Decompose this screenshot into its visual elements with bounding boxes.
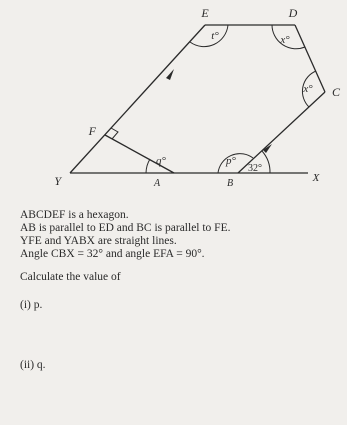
- hexagon-diagram: [0, 0, 347, 200]
- text-line-straight: YFE and YABX are straight lines.: [20, 235, 177, 247]
- vertex-y: Y: [54, 174, 61, 188]
- angle-label-x-right: x°: [303, 83, 313, 95]
- text-line-hexagon: ABCDEF is a hexagon.: [20, 209, 129, 221]
- vertex-b: B: [226, 178, 234, 189]
- side-cb: [238, 92, 325, 173]
- side-dc: [295, 25, 325, 92]
- text-line-angles: Angle CBX = 32° and angle EFA = 90°.: [20, 248, 205, 260]
- angle-arc-b-32: [262, 151, 270, 173]
- right-angle-marker-f: [111, 128, 118, 139]
- line-yfe: [70, 25, 205, 173]
- angle-label-p: p°: [226, 155, 236, 167]
- vertex-d: D: [288, 6, 298, 20]
- vertex-f: F: [88, 124, 96, 138]
- parallel-arrow-fe: [166, 69, 174, 80]
- vertex-a: A: [153, 178, 161, 189]
- question-ii: (ii) q.: [20, 359, 46, 371]
- text-line-parallel: AB is parallel to ED and BC is parallel to FE.: [20, 222, 231, 234]
- angle-arc-a: [146, 159, 150, 173]
- vertex-e: E: [201, 6, 209, 20]
- question-i: (i) p.: [20, 299, 43, 311]
- text-line-calculate: Calculate the value of: [20, 271, 121, 283]
- angle-label-x-top: x°: [280, 34, 290, 46]
- angle-label-32: 32°: [248, 163, 262, 174]
- side-fa: [105, 135, 174, 173]
- vertex-c: C: [332, 85, 341, 99]
- vertex-x: X: [312, 172, 320, 184]
- angle-label-q: q°: [156, 155, 166, 167]
- angle-label-t: t°: [211, 30, 219, 42]
